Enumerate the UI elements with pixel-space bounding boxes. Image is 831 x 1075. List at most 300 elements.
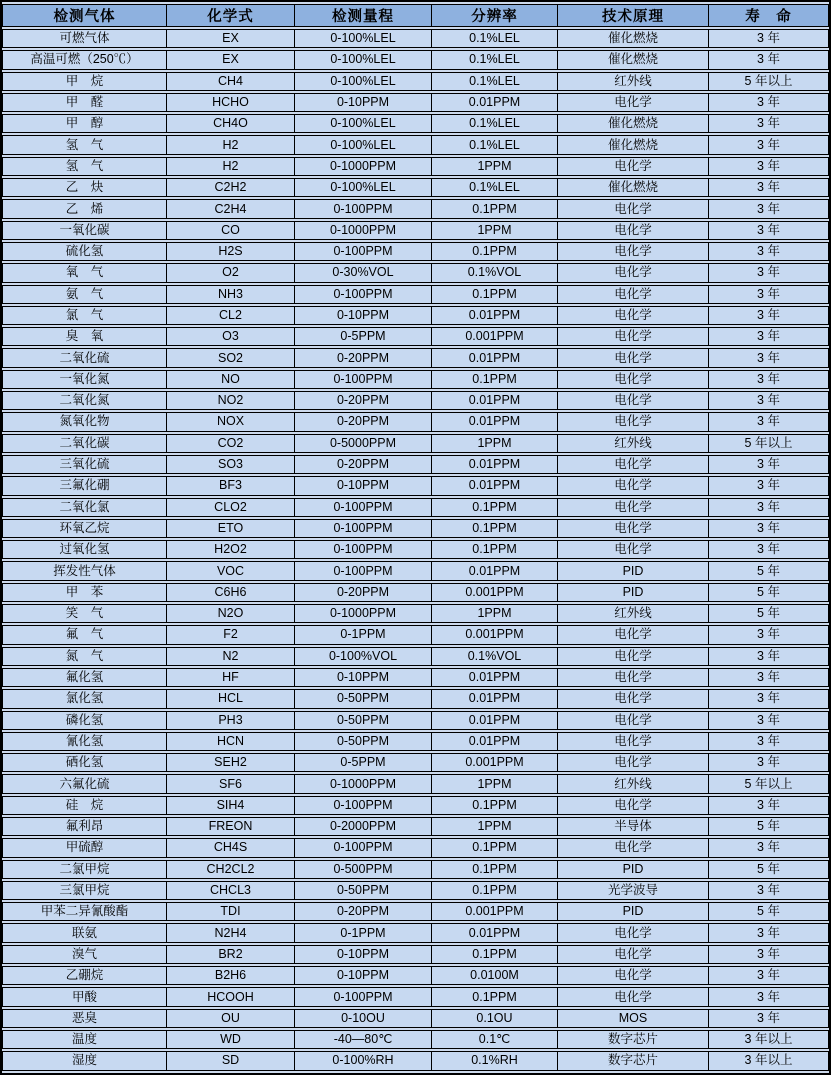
table-row (2, 966, 829, 985)
range-cell: 0-100PPM (295, 519, 432, 538)
table-row (2, 604, 829, 623)
lifespan-cell: 5 年 (709, 902, 829, 921)
table-row (2, 348, 829, 367)
principle-cell: 电化学 (558, 711, 709, 730)
formula-cell: PH3 (167, 711, 295, 730)
range-cell: 0-100PPM (295, 838, 432, 857)
formula-cell: SEH2 (167, 753, 295, 772)
resolution-cell: 0.01PPM (432, 348, 558, 367)
range-cell: 0-20PPM (295, 455, 432, 474)
formula-cell: O3 (167, 327, 295, 346)
range-cell: 0-50PPM (295, 881, 432, 900)
range-cell: 0-100PPM (295, 370, 432, 389)
principle-cell: 电化学 (558, 93, 709, 112)
range-cell: 0-50PPM (295, 711, 432, 730)
principle-cell: 催化燃烧 (558, 50, 709, 69)
gas-name-cell: 甲硫醇 (2, 838, 167, 857)
formula-cell: CO (167, 221, 295, 240)
formula-cell: C6H6 (167, 583, 295, 602)
gas-name-cell: 氟利昂 (2, 817, 167, 836)
range-cell: -40—80℃ (295, 1030, 432, 1049)
lifespan-cell: 5 年 (709, 604, 829, 623)
range-cell: 0-5PPM (295, 327, 432, 346)
table-row (2, 327, 829, 346)
lifespan-cell: 3 年 (709, 135, 829, 154)
table-row (2, 72, 829, 91)
lifespan-cell: 3 年 (709, 285, 829, 304)
lifespan-cell: 5 年以上 (709, 434, 829, 453)
resolution-cell: 0.1PPM (432, 519, 558, 538)
lifespan-cell: 3 年 (709, 647, 829, 666)
principle-cell: 红外线 (558, 604, 709, 623)
gas-name-cell: 氢 气 (2, 135, 167, 154)
lifespan-cell: 3 年 (709, 945, 829, 964)
resolution-cell: 1PPM (432, 774, 558, 793)
range-cell: 0-100%LEL (295, 50, 432, 69)
resolution-cell: 0.001PPM (432, 327, 558, 346)
resolution-cell: 1PPM (432, 604, 558, 623)
range-cell: 0-10PPM (295, 93, 432, 112)
gas-name-cell: 氯 气 (2, 306, 167, 325)
gas-name-cell: 二氧化碳 (2, 434, 167, 453)
gas-name-cell: 环氧乙烷 (2, 519, 167, 538)
principle-cell: 半导体 (558, 817, 709, 836)
formula-cell: FREON (167, 817, 295, 836)
resolution-cell: 0.1PPM (432, 945, 558, 964)
resolution-cell: 0.01PPM (432, 668, 558, 687)
lifespan-cell: 3 年 (709, 732, 829, 751)
formula-cell: EX (167, 50, 295, 69)
table-row (2, 306, 829, 325)
range-cell: 0-5000PPM (295, 434, 432, 453)
resolution-cell: 0.1PPM (432, 370, 558, 389)
range-cell: 0-100%LEL (295, 29, 432, 48)
gas-name-cell: 氰化氢 (2, 732, 167, 751)
resolution-cell: 1PPM (432, 817, 558, 836)
gas-name-cell: 甲 苯 (2, 583, 167, 602)
principle-cell: 电化学 (558, 476, 709, 495)
formula-cell: CLO2 (167, 498, 295, 517)
resolution-cell: 0.0100M (432, 966, 558, 985)
resolution-cell: 0.1%RH (432, 1051, 558, 1070)
lifespan-cell: 3 年 (709, 114, 829, 133)
column-header-resolution: 分辨率 (432, 4, 558, 27)
principle-cell: MOS (558, 1009, 709, 1028)
range-cell: 0-100%RH (295, 1051, 432, 1070)
principle-cell: 电化学 (558, 689, 709, 708)
principle-cell: 数字芯片 (558, 1030, 709, 1049)
range-cell: 0-100PPM (295, 498, 432, 517)
lifespan-cell: 3 年 (709, 668, 829, 687)
gas-name-cell: 氯化氢 (2, 689, 167, 708)
principle-cell: 电化学 (558, 796, 709, 815)
formula-cell: BF3 (167, 476, 295, 495)
gas-name-cell: 三氧化硫 (2, 455, 167, 474)
lifespan-cell: 3 年以上 (709, 1051, 829, 1070)
principle-cell: 催化燃烧 (558, 114, 709, 133)
range-cell: 0-20PPM (295, 391, 432, 410)
range-cell: 0-100%LEL (295, 135, 432, 154)
table-row (2, 838, 829, 857)
resolution-cell: 0.01PPM (432, 711, 558, 730)
lifespan-cell: 3 年 (709, 50, 829, 69)
principle-cell: 催化燃烧 (558, 29, 709, 48)
principle-cell: PID (558, 583, 709, 602)
gas-name-cell: 溴气 (2, 945, 167, 964)
gas-name-cell: 可燃气体 (2, 29, 167, 48)
table-row (2, 242, 829, 261)
gas-name-cell: 联氨 (2, 923, 167, 942)
range-cell: 0-1PPM (295, 625, 432, 644)
gas-name-cell: 氟 气 (2, 625, 167, 644)
resolution-cell: 0.01PPM (432, 689, 558, 708)
formula-cell: CH2CL2 (167, 860, 295, 879)
table-row (2, 476, 829, 495)
lifespan-cell: 3 年 (709, 838, 829, 857)
table-row (2, 221, 829, 240)
range-cell: 0-1000PPM (295, 774, 432, 793)
lifespan-cell: 3 年 (709, 199, 829, 218)
lifespan-cell: 5 年以上 (709, 774, 829, 793)
range-cell: 0-1PPM (295, 923, 432, 942)
range-cell: 0-2000PPM (295, 817, 432, 836)
resolution-cell: 0.1%LEL (432, 135, 558, 154)
resolution-cell: 0.1PPM (432, 987, 558, 1006)
column-header-lifespan: 寿 命 (709, 4, 829, 27)
range-cell: 0-100PPM (295, 540, 432, 559)
range-cell: 0-100PPM (295, 987, 432, 1006)
table-row (2, 817, 829, 836)
table-row (2, 1051, 829, 1070)
principle-cell: 电化学 (558, 625, 709, 644)
principle-cell: 电化学 (558, 242, 709, 261)
gas-name-cell: 氧 气 (2, 263, 167, 282)
table-row (2, 199, 829, 218)
table-row (2, 455, 829, 474)
gas-name-cell: 氢 气 (2, 157, 167, 176)
range-cell: 0-100PPM (295, 242, 432, 261)
principle-cell: 红外线 (558, 72, 709, 91)
formula-cell: CH4 (167, 72, 295, 91)
table-row (2, 711, 829, 730)
resolution-cell: 0.01PPM (432, 455, 558, 474)
principle-cell: 光学波导 (558, 881, 709, 900)
resolution-cell: 0.1OU (432, 1009, 558, 1028)
lifespan-cell: 3 年 (709, 711, 829, 730)
gas-name-cell: 甲 醛 (2, 93, 167, 112)
gas-name-cell: 高温可燃（250℃） (2, 50, 167, 69)
lifespan-cell: 3 年 (709, 540, 829, 559)
table-row (2, 860, 829, 879)
principle-cell: 红外线 (558, 774, 709, 793)
table-row (2, 561, 829, 580)
gas-name-cell: 笑 气 (2, 604, 167, 623)
formula-cell: SIH4 (167, 796, 295, 815)
table-row (2, 689, 829, 708)
gas-name-cell: 一氧化氮 (2, 370, 167, 389)
gas-name-cell: 挥发性气体 (2, 561, 167, 580)
column-header-formula: 化学式 (167, 4, 295, 27)
formula-cell: HF (167, 668, 295, 687)
formula-cell: O2 (167, 263, 295, 282)
table-row (2, 583, 829, 602)
lifespan-cell: 3 年 (709, 412, 829, 431)
lifespan-cell: 3 年 (709, 157, 829, 176)
range-cell: 0-10PPM (295, 668, 432, 687)
table-row (2, 157, 829, 176)
table-row (2, 1009, 829, 1028)
resolution-cell: 0.001PPM (432, 902, 558, 921)
lifespan-cell: 3 年 (709, 987, 829, 1006)
range-cell: 0-100%LEL (295, 72, 432, 91)
formula-cell: WD (167, 1030, 295, 1049)
gas-name-cell: 三氟化硼 (2, 476, 167, 495)
resolution-cell: 0.001PPM (432, 753, 558, 772)
lifespan-cell: 3 年 (709, 391, 829, 410)
gas-name-cell: 甲 烷 (2, 72, 167, 91)
formula-cell: BR2 (167, 945, 295, 964)
range-cell: 0-20PPM (295, 902, 432, 921)
formula-cell: C2H2 (167, 178, 295, 197)
resolution-cell: 0.001PPM (432, 583, 558, 602)
range-cell: 0-100PPM (295, 796, 432, 815)
formula-cell: CH4O (167, 114, 295, 133)
table-row (2, 902, 829, 921)
gas-name-cell: 氨 气 (2, 285, 167, 304)
formula-cell: H2O2 (167, 540, 295, 559)
formula-cell: NO (167, 370, 295, 389)
table-row (2, 881, 829, 900)
resolution-cell: 0.01PPM (432, 561, 558, 580)
resolution-cell: 0.1%LEL (432, 178, 558, 197)
gas-name-cell: 乙 烯 (2, 199, 167, 218)
principle-cell: 电化学 (558, 923, 709, 942)
resolution-cell: 0.1PPM (432, 881, 558, 900)
resolution-cell: 1PPM (432, 434, 558, 453)
formula-cell: NOX (167, 412, 295, 431)
range-cell: 0-100%LEL (295, 114, 432, 133)
principle-cell: 电化学 (558, 221, 709, 240)
principle-cell: 电化学 (558, 348, 709, 367)
lifespan-cell: 3 年 (709, 966, 829, 985)
resolution-cell: 0.1%LEL (432, 50, 558, 69)
table-row (2, 987, 829, 1006)
principle-cell: 电化学 (558, 519, 709, 538)
formula-cell: VOC (167, 561, 295, 580)
resolution-cell: 0.1%LEL (432, 72, 558, 91)
lifespan-cell: 3 年 (709, 221, 829, 240)
principle-cell: 电化学 (558, 412, 709, 431)
lifespan-cell: 3 年 (709, 1009, 829, 1028)
lifespan-cell: 3 年 (709, 796, 829, 815)
header-row (2, 4, 829, 27)
resolution-cell: 0.1%LEL (432, 114, 558, 133)
lifespan-cell: 3 年 (709, 93, 829, 112)
gas-name-cell: 一氧化碳 (2, 221, 167, 240)
resolution-cell: 0.1℃ (432, 1030, 558, 1049)
formula-cell: C2H4 (167, 199, 295, 218)
range-cell: 0-500PPM (295, 860, 432, 879)
principle-cell: 电化学 (558, 498, 709, 517)
gas-name-cell: 二氧化硫 (2, 348, 167, 367)
range-cell: 0-20PPM (295, 583, 432, 602)
formula-cell: HCOOH (167, 987, 295, 1006)
range-cell: 0-1000PPM (295, 157, 432, 176)
table-row (2, 625, 829, 644)
formula-cell: SO2 (167, 348, 295, 367)
resolution-cell: 0.1PPM (432, 838, 558, 857)
principle-cell: 红外线 (558, 434, 709, 453)
gas-name-cell: 磷化氢 (2, 711, 167, 730)
table-row (2, 114, 829, 133)
lifespan-cell: 3 年 (709, 476, 829, 495)
range-cell: 0-100PPM (295, 199, 432, 218)
lifespan-cell: 3 年 (709, 263, 829, 282)
table-row (2, 774, 829, 793)
formula-cell: CHCL3 (167, 881, 295, 900)
gas-name-cell: 氮氧化物 (2, 412, 167, 431)
range-cell: 0-30%VOL (295, 263, 432, 282)
principle-cell: 催化燃烧 (558, 135, 709, 154)
formula-cell: H2 (167, 135, 295, 154)
lifespan-cell: 3 年 (709, 178, 829, 197)
lifespan-cell: 5 年 (709, 817, 829, 836)
range-cell: 0-20PPM (295, 348, 432, 367)
resolution-cell: 0.01PPM (432, 476, 558, 495)
table-row (2, 1030, 829, 1049)
lifespan-cell: 3 年 (709, 370, 829, 389)
gas-name-cell: 硅 烷 (2, 796, 167, 815)
formula-cell: OU (167, 1009, 295, 1028)
gas-name-cell: 三氯甲烷 (2, 881, 167, 900)
formula-cell: HCL (167, 689, 295, 708)
lifespan-cell: 3 年以上 (709, 1030, 829, 1049)
resolution-cell: 1PPM (432, 157, 558, 176)
lifespan-cell: 3 年 (709, 348, 829, 367)
gas-name-cell: 臭 氧 (2, 327, 167, 346)
range-cell: 0-20PPM (295, 412, 432, 431)
resolution-cell: 0.1PPM (432, 860, 558, 879)
lifespan-cell: 3 年 (709, 29, 829, 48)
range-cell: 0-1000PPM (295, 221, 432, 240)
formula-cell: B2H6 (167, 966, 295, 985)
principle-cell: 电化学 (558, 157, 709, 176)
gas-name-cell: 二氯甲烷 (2, 860, 167, 879)
gas-name-cell: 硒化氢 (2, 753, 167, 772)
lifespan-cell: 5 年以上 (709, 72, 829, 91)
lifespan-cell: 3 年 (709, 242, 829, 261)
range-cell: 0-100PPM (295, 561, 432, 580)
lifespan-cell: 3 年 (709, 455, 829, 474)
range-cell: 0-10PPM (295, 306, 432, 325)
gas-name-cell: 湿度 (2, 1051, 167, 1070)
gas-name-cell: 六氟化硫 (2, 774, 167, 793)
principle-cell: 电化学 (558, 966, 709, 985)
formula-cell: SF6 (167, 774, 295, 793)
resolution-cell: 0.1PPM (432, 285, 558, 304)
gas-name-cell: 乙 炔 (2, 178, 167, 197)
principle-cell: PID (558, 902, 709, 921)
lifespan-cell: 3 年 (709, 753, 829, 772)
formula-cell: TDI (167, 902, 295, 921)
principle-cell: 电化学 (558, 647, 709, 666)
lifespan-cell: 5 年 (709, 860, 829, 879)
principle-cell: 电化学 (558, 668, 709, 687)
formula-cell: NO2 (167, 391, 295, 410)
formula-cell: HCHO (167, 93, 295, 112)
range-cell: 0-100%LEL (295, 178, 432, 197)
lifespan-cell: 3 年 (709, 327, 829, 346)
formula-cell: CH4S (167, 838, 295, 857)
resolution-cell: 0.1PPM (432, 796, 558, 815)
lifespan-cell: 3 年 (709, 923, 829, 942)
principle-cell: 电化学 (558, 838, 709, 857)
formula-cell: ETO (167, 519, 295, 538)
table-row (2, 498, 829, 517)
range-cell: 0-100%VOL (295, 647, 432, 666)
resolution-cell: 0.1PPM (432, 540, 558, 559)
table-row (2, 391, 829, 410)
range-cell: 0-10PPM (295, 945, 432, 964)
principle-cell: 电化学 (558, 370, 709, 389)
lifespan-cell: 3 年 (709, 689, 829, 708)
formula-cell: H2S (167, 242, 295, 261)
column-header-principle: 技术原理 (558, 4, 709, 27)
principle-cell: 电化学 (558, 945, 709, 964)
range-cell: 0-5PPM (295, 753, 432, 772)
resolution-cell: 0.01PPM (432, 93, 558, 112)
table-row (2, 29, 829, 48)
formula-cell: SD (167, 1051, 295, 1070)
gas-name-cell: 过氧化氢 (2, 540, 167, 559)
range-cell: 0-10PPM (295, 476, 432, 495)
formula-cell: SO3 (167, 455, 295, 474)
column-header-gas-name: 检测气体 (2, 4, 167, 27)
resolution-cell: 0.01PPM (432, 732, 558, 751)
gas-name-cell: 氮 气 (2, 647, 167, 666)
table-row (2, 263, 829, 282)
principle-cell: 电化学 (558, 391, 709, 410)
formula-cell: H2 (167, 157, 295, 176)
formula-cell: CO2 (167, 434, 295, 453)
gas-name-cell: 氟化氢 (2, 668, 167, 687)
table-row (2, 647, 829, 666)
table-row (2, 796, 829, 815)
lifespan-cell: 5 年 (709, 583, 829, 602)
table-row (2, 945, 829, 964)
principle-cell: PID (558, 860, 709, 879)
table-row (2, 135, 829, 154)
gas-name-cell: 乙硼烷 (2, 966, 167, 985)
lifespan-cell: 3 年 (709, 519, 829, 538)
principle-cell: 催化燃烧 (558, 178, 709, 197)
principle-cell: 数字芯片 (558, 1051, 709, 1070)
gas-name-cell: 甲苯二异氰酸酯 (2, 902, 167, 921)
principle-cell: 电化学 (558, 263, 709, 282)
resolution-cell: 0.01PPM (432, 306, 558, 325)
formula-cell: CL2 (167, 306, 295, 325)
table-row (2, 753, 829, 772)
range-cell: 0-10PPM (295, 966, 432, 985)
gas-name-cell: 恶臭 (2, 1009, 167, 1028)
table-row (2, 178, 829, 197)
resolution-cell: 0.1%VOL (432, 647, 558, 666)
table-row (2, 519, 829, 538)
range-cell: 0-50PPM (295, 732, 432, 751)
table-row (2, 50, 829, 69)
principle-cell: 电化学 (558, 306, 709, 325)
table-row (2, 370, 829, 389)
